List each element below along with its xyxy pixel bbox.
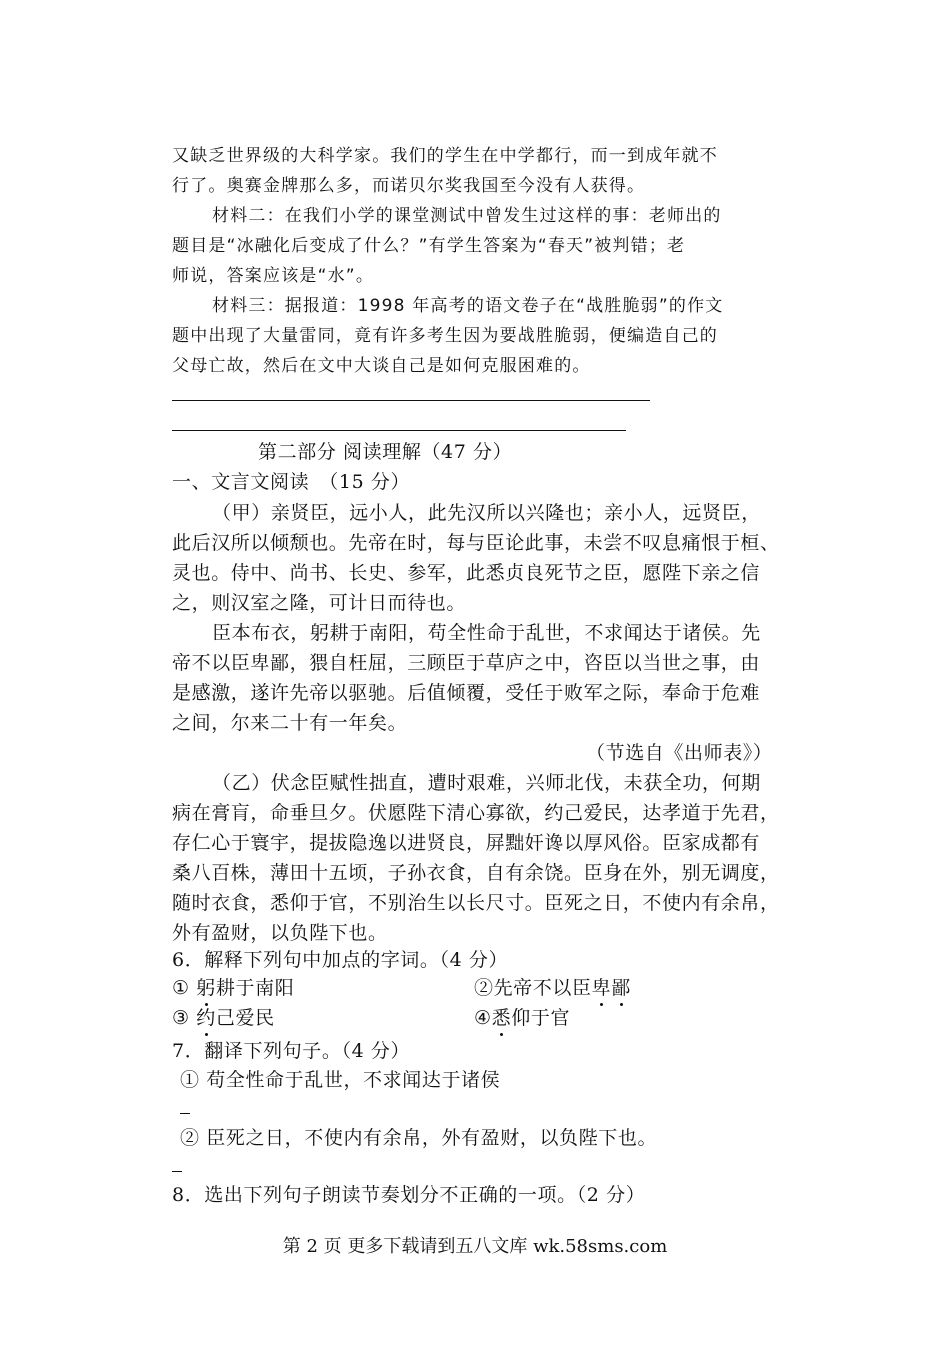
emphasis-dot-word	[592, 977, 631, 999]
material-three-line: 材料三：据报道：1998 年高考的语文卷子在“战胜脆弱”的作文	[212, 296, 724, 316]
question-7-stem: 7．翻译下列句子。（4 分）	[172, 1040, 411, 1062]
answer-blank[interactable]	[172, 1171, 182, 1172]
passage-jia-line: 灵也。侍中、尚书、长史、参军，此悉贞良死节之臣，愿陛下亲之信	[172, 562, 761, 584]
q7-item-1: ① 苟全性命于乱世，不求闻达于诸侯	[180, 1069, 501, 1091]
emphasis-dot-word: 约	[196, 1007, 216, 1029]
passage-yi-line: （乙）伏念臣赋性拙直，遭时艰难，兴师北伐，未获全功，何期	[212, 772, 761, 794]
passage-jia-line: 此后汉所以倾颓也。先帝在时，每与臣论此事，未尝不叹息痛恨于桓、	[172, 532, 780, 554]
passage-jia-line: 之，则汉室之隆，可计日而待也。	[172, 592, 467, 614]
material-line: 题中出现了大量雷同，竟有许多考生因为要战胜脆弱，便编造自己的	[172, 326, 718, 346]
material-line: 又缺乏世界级的大科学家。我们的学生在中学都行，而一到成年就不	[172, 146, 718, 166]
answer-rule	[172, 400, 650, 401]
passage-yi-line: 存仁心于寰宇，提拔隐逸以进贤良，屏黜奸谗以厚风俗。臣家成都有	[172, 832, 761, 854]
emphasis-dot-char: 鄙	[611, 977, 631, 999]
passage-jia-line: 帝不以臣卑鄙，猥自枉屈，三顾臣于草庐之中，咨臣以当世之事，由	[172, 652, 761, 674]
question-8-stem: 8．选出下列句子朗读节奏划分不正确的一项。（2 分）	[172, 1184, 646, 1206]
emphasis-dot-char: 卑	[591, 977, 612, 999]
material-line: 父母亡故，然后在文中大谈自己是如何克服困难的。	[172, 356, 591, 376]
passage-jia-line: 之间，尔来二十有一年矣。	[172, 712, 408, 734]
passage-yi-line: 外有盈财，以负陛下也。	[172, 922, 388, 944]
passage-yi-line: 随时衣食，悉仰于官，不别治生以长尺寸。臣死之日，不使内有余帛，	[172, 892, 780, 914]
q6-item-2: ②先帝不以臣卑鄙	[474, 977, 631, 999]
q6-item-3: ③ 约己爱民	[172, 1007, 275, 1029]
emphasis-dot-word: 躬	[196, 977, 216, 999]
section-title: 第二部分 阅读理解（47 分）	[258, 441, 513, 463]
q6-item-4: ④悉仰于官	[474, 1007, 571, 1029]
material-two-line: 材料二：在我们小学的课堂测试中曾发生过这样的事：老师出的	[212, 206, 722, 226]
passage-jia-line: （甲）亲贤臣，远小人，此先汉所以兴隆也；亲小人，远贤臣，	[212, 502, 761, 524]
passage-yi-line: 病在膏肓，命垂旦夕。伏愿陛下清心寡欲，约己爱民，达孝道于先君，	[172, 802, 780, 824]
material-line: 题目是“冰融化后变成了什么？”有学生答案为“春天”被判错；老	[172, 236, 686, 256]
emphasis-dot-word: 悉	[491, 1007, 512, 1029]
passage-yi-line: 桑八百株，薄田十五顷，子孙衣食，自有余饶。臣身在外，别无调度，	[172, 862, 780, 884]
material-line: 师说，答案应该是“水”。	[172, 266, 375, 286]
q6-item-1: ① 躬耕于南阳	[172, 977, 295, 999]
page-footer: 第 2 页 更多下载请到五八文库 wk.58sms.com	[282, 1236, 668, 1257]
answer-blank[interactable]	[180, 1113, 190, 1114]
passage-jia-line: 臣本布衣，躬耕于南阳，苟全性命于乱世，不求闻达于诸侯。先	[212, 622, 761, 644]
material-line: 行了。奥赛金牌那么多，而诺贝尔奖我国至今没有人获得。	[172, 176, 646, 196]
question-6-stem: 6．解释下列句中加点的字词。（4 分）	[172, 949, 509, 971]
q7-item-2: ② 臣死之日，不使内有余帛，外有盈财，以负陛下也。	[180, 1127, 658, 1149]
passage-source: （节选自《出师表》）	[586, 742, 773, 764]
section-subtitle: 一、文言文阅读 （15 分）	[172, 471, 411, 493]
answer-rule	[172, 430, 626, 431]
passage-jia-line: 是感激，遂许先帝以驱驰。后值倾覆，受任于败军之际，奉命于危难	[172, 682, 761, 704]
